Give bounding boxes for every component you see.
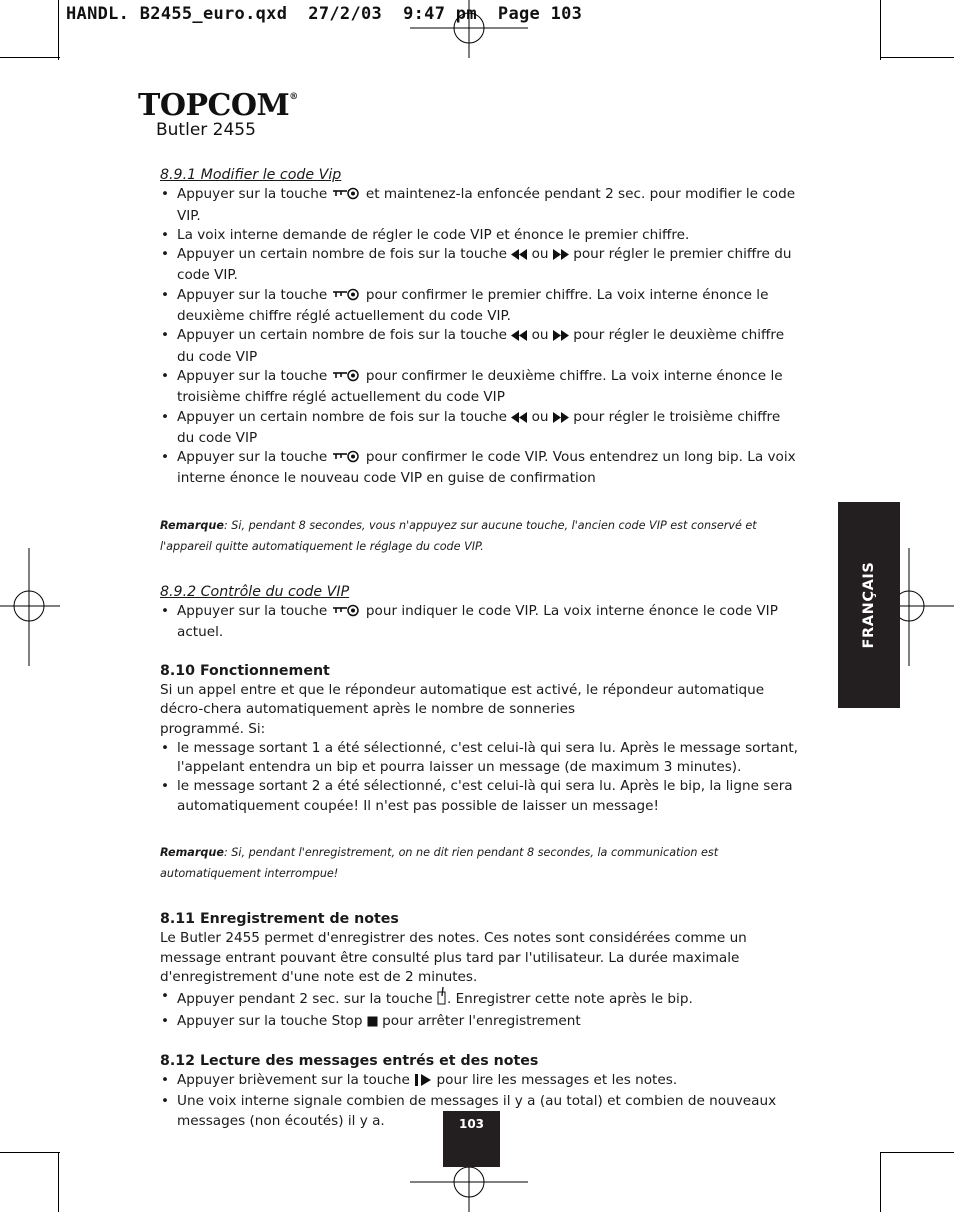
crop-mark	[58, 1152, 59, 1212]
memo-icon	[437, 987, 447, 1011]
registration-mark	[0, 548, 60, 666]
remark-note: Remarque: Si, pendant l'enregistrement, on ne dit rien pendant 8 secondes, la communication est automatiquement interrompue!	[160, 846, 719, 881]
crop-mark	[0, 1152, 60, 1153]
page-number: 103	[458, 1117, 485, 1131]
crop-mark	[880, 57, 954, 58]
list-item: • Appuyer un certain nombre de fois sur la touche ou pour régler le troisième chiffre du code VIP	[160, 408, 800, 449]
list-item: • le message sortant 1 a été sélectionné, c'est celui-là qui sera lu. Après le message sortant, l'appelant entendra un bip et pourra laisser un message (de maximum 3 minutes).	[160, 739, 800, 778]
fast-forward-icon	[553, 247, 569, 266]
paragraph: Le Butler 2455 permet d'enregistrer des notes. Ces notes sont considérées comme un message entrant pouvant être consulté plus tard par l'utilisateur. La durée maximale d'enregistrement d'une note est de 2 minutes.	[160, 930, 747, 985]
vip-key-icon	[332, 187, 362, 206]
list-item: • Appuyer un certain nombre de fois sur la touche ou pour régler le premier chiffre du code VIP.	[160, 245, 800, 286]
stop-icon	[367, 1014, 378, 1033]
list-item: • Appuyer sur la touche pour confirmer le premier chiffre. La voix interne énonce le deuxième chiffre réglé actuellement du code VIP.	[160, 286, 800, 327]
fast-forward-icon	[553, 328, 569, 347]
section-title-8-9-2: 8.9.2 Contrôle du code VIP	[160, 583, 350, 600]
language-tab	[838, 502, 900, 708]
list-item: • Appuyer sur la touche Stop pour arrêter l'enregistrement	[160, 1012, 800, 1033]
crop-mark	[880, 1152, 881, 1212]
section-title-8-12: 8.12 Lecture des messages entrés et des notes	[160, 1052, 539, 1069]
section-title-8-11: 8.11 Enregistrement de notes	[160, 911, 399, 928]
manual-content	[160, 166, 800, 1131]
bullet-list-8-9-1	[160, 185, 800, 488]
rewind-icon	[511, 410, 527, 429]
language-tab-label: FRANÇAIS	[861, 561, 877, 649]
section-title-8-9-1: 8.9.1 Modifier le code Vip	[160, 167, 342, 183]
registration-mark	[410, 0, 528, 58]
list-item: • Appuyer sur la touche pour confirmer le deuxième chiffre. La voix interne énonce le troisième chiffre réglé actuellement du code VIP	[160, 367, 800, 408]
rewind-icon	[511, 328, 527, 347]
page-number-box	[443, 1111, 500, 1167]
list-item: • Une voix interne signale combien de messages il y a (au total) et combien de nouveaux messages (non écoutés) il y a.	[160, 1092, 800, 1131]
topcom-logo: TOPCOM®	[138, 88, 298, 123]
bullet-list-8-10	[160, 739, 800, 816]
list-item: • Appuyer pendant 2 sec. sur la touche . Enregistrer cette note après le bip.	[160, 987, 800, 1011]
file-slug: HANDL. B2455_euro.qxd 27/2/03 9:47 pm Page 103	[66, 4, 583, 24]
bullet-list-8-9-2	[160, 602, 800, 643]
vip-key-icon	[332, 604, 362, 623]
model-name: Butler 2455	[156, 120, 256, 140]
paragraph: Si un appel entre et que le répondeur automatique est activé, le répondeur automatique décro-chera automatiquement après le nombre de sonneries	[160, 681, 765, 718]
remark-note: Remarque: Si, pendant 8 secondes, vous n'appuyez sur aucune touche, l'ancien code VIP est conservé et l'appareil quitte automatiquement le réglage du code VIP.	[160, 518, 757, 553]
crop-mark	[880, 0, 881, 60]
list-item: • Appuyer sur la touche pour confirmer le code VIP. Vous entendrez un long bip. La voix interne énonce le nouveau code VIP en guise de confirmation	[160, 448, 800, 489]
bullet-list-8-11	[160, 987, 800, 1033]
list-item: • Appuyer sur la touche pour indiquer le code VIP. La voix interne énonce le code VIP actuel.	[160, 602, 800, 643]
crop-mark	[58, 0, 59, 60]
vip-key-icon	[332, 450, 362, 469]
play-icon	[414, 1073, 432, 1092]
list-item: • Appuyer un certain nombre de fois sur la touche ou pour régler le deuxième chiffre du code VIP	[160, 326, 800, 367]
list-item: • La voix interne demande de régler le code VIP et énonce le premier chiffre.	[160, 226, 800, 245]
list-item: • Appuyer sur la touche et maintenez-la enfoncée pendant 2 sec. pour modifier le code VIP.	[160, 185, 800, 226]
crop-mark	[880, 1152, 954, 1153]
list-item: • Appuyer brièvement sur la touche pour lire les messages et les notes.	[160, 1071, 800, 1092]
rewind-icon	[511, 247, 527, 266]
crop-mark	[0, 57, 60, 58]
vip-key-icon	[332, 369, 362, 388]
section-title-8-10: 8.10 Fonctionnement	[160, 662, 330, 679]
paragraph: programmé. Si:	[160, 720, 266, 737]
vip-key-icon	[332, 288, 362, 307]
list-item: • le message sortant 2 a été sélectionné, c'est celui-là qui sera lu. Après le bip, la ligne sera automatiquement coupée! Il n'est pas possible de laisser un message!	[160, 777, 800, 816]
fast-forward-icon	[553, 410, 569, 429]
